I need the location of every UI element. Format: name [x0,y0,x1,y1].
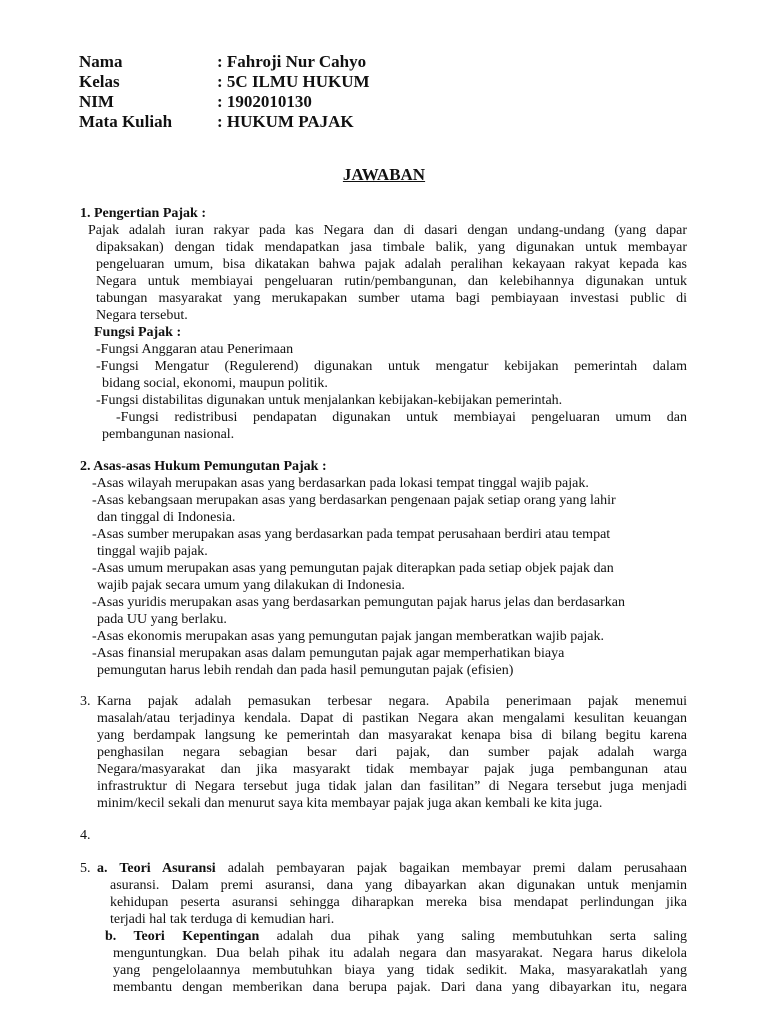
teori-kepentingan-first-line [105,928,687,945]
section-1-para-line: tabungan masyarakat yang merukapakan sumber utama bagi pembiayaan investasi public di [96,291,687,306]
fungsi-item: bidang social, ekonomi, maupun politik. [102,376,328,391]
section-3-line: Karna pajak adalah pemasukan terbesar negara. Apabila penerimaan pajak menemui [97,694,687,709]
section-5-number: 5. [80,861,91,876]
fungsi-pajak-heading: Fungsi Pajak : [94,325,182,340]
nama-value: : Fahroji Nur Cahyo [217,52,367,71]
section-3-line: penghasilan negara sebagian besar dari pajak, dan sumber pajak adalah warga [97,745,687,760]
teori-asuransi-line: kehidupan peserta asuransi sehingga diharapkan mereka bisa mendapat perlindungan jika [110,895,687,910]
kelas-label: Kelas [79,72,120,91]
asas-line: -Asas kebangsaan merupakan asas yang berdasarkan pengenaan pajak setiap orang yang lahir [92,493,616,508]
teori-kepentingan-text: adalah dua pihak yang saling membutuhkan serta saling [259,929,687,944]
nim-label: NIM [79,92,114,111]
section-3-line: minim/kecil sekali dan menurut saya kita membayar pajak juga akan kembali ke kita juga. [97,796,603,811]
nim-value: : 1902010130 [217,92,312,111]
section-1-para-line: Negara untuk membiayai pengeluaran rutin/pembangunan, dan kelebihannya digunakan untuk [96,274,687,289]
teori-asuransi-line: asuransi. Dalam premi asuransi, dana yang dibayarkan akan digunakan untuk menjamin [110,878,687,893]
teori-asuransi-label: a. Teori Asuransi [97,861,216,876]
section-1-para-line: Pajak adalah iuran rakyar pada kas Negara dan di dasari dengan undang-undang (yang dapar [88,223,687,238]
teori-kepentingan-label: b. Teori Kepentingan [105,929,260,944]
teori-asuransi-line: terjadi hal tak terduga di kemudian hari. [110,912,335,927]
kelas-row [79,72,370,92]
asas-line: -Asas finansial merupakan asas dalam pemungutan pajak agar memperhatikan biaya [92,646,565,661]
asas-line: pemungutan harus lebih rendah dan pada hasil pemungutan pajak (efisien) [97,663,514,678]
teori-kepentingan-line: yang pengelolaannya membutuhkan biaya yang tidak sedikit. Maka, masyarakatlah yang [113,963,687,978]
teori-asuransi-first-line [97,860,687,877]
nama-row [79,52,370,72]
section-1-para-line: pengeluaran umum, bisa dikatakan bahwa pajak adalah peralihan kekayaan rakyat kepada kas [96,257,687,272]
teori-kepentingan-line: menguntungkan. Dua belah pihak itu adalah negara dan masyarakat. Negara harus dikelola [113,946,687,961]
mata-kuliah-label: Mata Kuliah [79,112,173,131]
section-1-para-line: Negara tersebut. [96,308,188,323]
section-3-line: masalah/atau terjadinya kendala. Dapat di pastikan Negara akan mengalami kesulitan keuangan [97,711,687,726]
asas-line: wajib pajak secara umum yang dilakukan di Indonesia. [97,578,405,593]
nim-row [79,92,370,112]
asas-line: tinggal wajib pajak. [97,544,208,559]
fungsi-item: -Fungsi redistribusi pendapatan digunakan untuk membiayai pengeluaran umum dan [116,410,687,425]
fungsi-item: pembangunan nasional. [102,427,235,442]
fungsi-item: -Fungsi Anggaran atau Penerimaan [96,342,294,357]
fungsi-item: -Fungsi distabilitas digunakan untuk menjalankan kebijakan-kebijakan pemerintah. [96,393,563,408]
kelas-value: : 5C ILMU HUKUM [217,72,370,91]
section-3-number: 3. [80,694,91,709]
section-3-line: Negara/masyarakat dan jika masyarakt tidak membayar pajak juga pembangunan atau [97,762,687,777]
mata-kuliah-value: : HUKUM PAJAK [217,112,354,131]
section-1-para-line: dipaksakan) dengan tidak mendapatkan jasa timbale balik, yang digunakan untuk membayar [96,240,687,255]
mata-kuliah-row [79,112,370,132]
asas-line: -Asas yuridis merupakan asas yang berdasarkan pemungutan pajak harus jelas dan berdasarkan [92,595,625,610]
teori-kepentingan-line: membantu dengan memberikan dana berupa pajak. Dari dana yang dibayarkan itu, negara [113,980,687,995]
asas-line: -Asas wilayah merupakan asas yang berdasarkan pada lokasi tempat tinggal wajib pajak. [92,476,589,491]
asas-line: dan tinggal di Indonesia. [97,510,236,525]
section-4-number: 4. [80,828,91,843]
asas-line: -Asas ekonomis merupakan asas yang pemungutan pajak jangan memberatkan wajib pajak. [92,629,605,644]
teori-asuransi-text: adalah pembayaran pajak bagaikan membayar premi dalam perusahaan [215,861,687,876]
section-3-line: yang berdampak langsung ke pemerintah dan masyarakat kenapa bisa di bilang begitu karena [97,728,687,743]
asas-line: -Asas sumber merupakan asas yang berdasarkan pada tempat perusahaan berdiri atau tempat [92,527,611,542]
nama-label: Nama [79,52,123,71]
fungsi-item: -Fungsi Mengatur (Regulerend) digunakan untuk mengatur kebijakan pemerintah dalam [96,359,687,374]
section-2-heading: 2. Asas-asas Hukum Pemungutan Pajak : [80,459,327,474]
page-title: JAWABAN [342,165,426,184]
asas-line: pada UU yang berlaku. [97,612,227,627]
identity-block [79,52,370,132]
section-1-heading: 1. Pengertian Pajak : [80,206,206,221]
asas-line: -Asas umum merupakan asas yang pemungutan pajak diterapkan pada setiap objek pajak dan [92,561,614,576]
section-3-line: infrastruktur di Negara tersebut juga tidak jalan dan fasilitan” di Negara tersebut juga menjadi [97,779,687,794]
